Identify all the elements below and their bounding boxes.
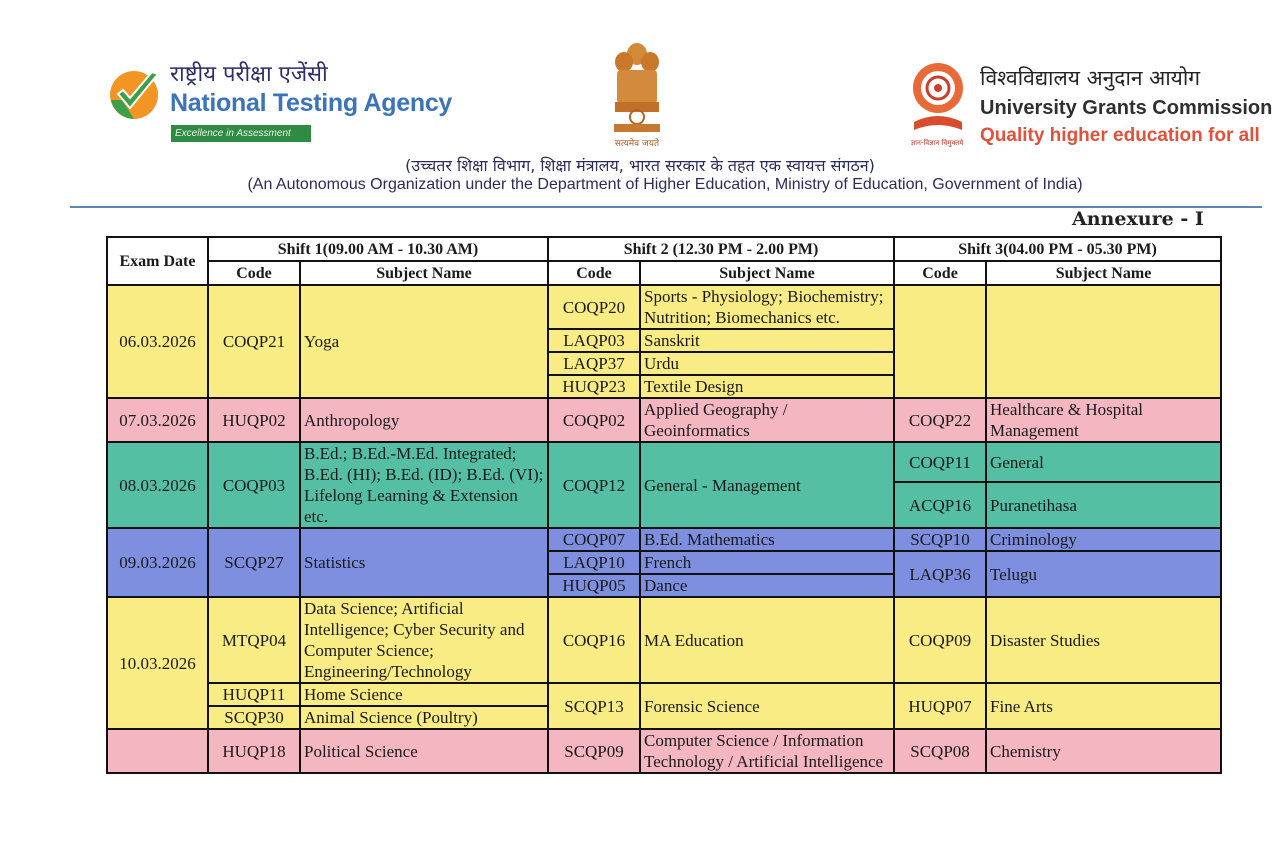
code-cell: LAQP10 (548, 551, 640, 574)
exam-date-cell: 07.03.2026 (107, 398, 208, 442)
subject-cell: Statistics (300, 528, 548, 597)
ugc-tagline: Quality higher education for all (980, 125, 1260, 146)
code-cell: COQP09 (894, 597, 986, 683)
nta-hindi-name: राष्ट्रीय परीक्षा एजेंसी (170, 62, 328, 87)
ugc-logo-icon (910, 60, 966, 140)
code-cell: HUQP05 (548, 574, 640, 597)
header-exam-date: Exam Date (107, 237, 208, 285)
annexure-label: Annexure - I (1072, 208, 1204, 230)
subject-cell: Yoga (300, 285, 548, 398)
subject-cell: Healthcare & Hospital Management (986, 398, 1221, 442)
subject-cell: Criminology (986, 528, 1221, 551)
subject-cell: General - Management (640, 442, 894, 528)
subject-cell: B.Ed. Mathematics (640, 528, 894, 551)
table-row (107, 683, 1221, 706)
subject-cell: Animal Science (Poultry) (300, 706, 548, 729)
code-cell: ACQP16 (894, 482, 986, 528)
header-code: Code (208, 261, 300, 285)
code-cell: LAQP36 (894, 551, 986, 597)
exam-date-cell: 09.03.2026 (107, 528, 208, 597)
nta-tagline: Excellence in Assessment (171, 125, 311, 142)
code-cell: COQP02 (548, 398, 640, 442)
table-row (107, 528, 1221, 551)
ugc-name: University Grants Commission (980, 97, 1273, 119)
subject-cell: Anthropology (300, 398, 548, 442)
subject-cell: Applied Geography / Geoinformatics (640, 398, 894, 442)
header-shift-1: Shift 1(09.00 AM - 10.30 AM) (208, 237, 548, 261)
table-row (107, 285, 1221, 329)
header-shift-3: Shift 3(04.00 PM - 05.30 PM) (894, 237, 1221, 261)
code-cell: COQP03 (208, 442, 300, 528)
national-emblem-icon (612, 40, 662, 136)
subject-cell: Sports - Physiology; Biochemistry; Nutrition; Biomechanics etc. (640, 285, 894, 329)
code-cell: HUQP02 (208, 398, 300, 442)
emblem-motto: सत्यमेव जयते (614, 139, 660, 149)
empty-subject-cell (986, 285, 1221, 398)
code-cell: COQP11 (894, 442, 986, 482)
subject-cell: Chemistry (986, 729, 1221, 773)
subject-cell: Textile Design (640, 375, 894, 398)
table-row (107, 398, 1221, 442)
exam-date-cell: 06.03.2026 (107, 285, 208, 398)
code-cell: SCQP08 (894, 729, 986, 773)
code-cell: LAQP37 (548, 352, 640, 375)
code-cell: COQP20 (548, 285, 640, 329)
header-subject-name: Subject Name (640, 261, 894, 285)
nta-logo-icon (108, 64, 162, 124)
nta-name: National Testing Agency (170, 89, 453, 117)
empty-code-cell (894, 285, 986, 398)
subject-cell: Telugu (986, 551, 1221, 597)
header-shift-2: Shift 2 (12.30 PM - 2.00 PM) (548, 237, 894, 261)
subject-cell: Forensic Science (640, 683, 894, 729)
code-cell: COQP16 (548, 597, 640, 683)
code-cell: MTQP04 (208, 597, 300, 683)
subject-cell: General (986, 442, 1221, 482)
subject-cell: Political Science (300, 729, 548, 773)
exam-schedule-table (106, 236, 1222, 774)
table-row (107, 442, 1221, 482)
ugc-hindi-name: विश्वविद्यालय अनुदान आयोग (980, 66, 1201, 90)
header-subject-name: Subject Name (300, 261, 548, 285)
code-cell: SCQP13 (548, 683, 640, 729)
subject-cell: Fine Arts (986, 683, 1221, 729)
subject-cell: Urdu (640, 352, 894, 375)
code-cell: COQP21 (208, 285, 300, 398)
code-cell: SCQP30 (208, 706, 300, 729)
subject-cell: French (640, 551, 894, 574)
code-cell: COQP22 (894, 398, 986, 442)
exam-date-cell (107, 729, 208, 773)
subtitle-hindi: (उच्चतर शिक्षा विभाग, शिक्षा मंत्रालय, भारत सरकार के तहत एक स्वायत्त संगठन) (405, 156, 875, 175)
subject-cell: Home Science (300, 683, 548, 706)
code-cell: HUQP18 (208, 729, 300, 773)
ugc-logo-caption: ज्ञान-विज्ञान विमुक्तये (910, 139, 964, 147)
subject-cell: Disaster Studies (986, 597, 1221, 683)
exam-date-cell: 08.03.2026 (107, 442, 208, 528)
header-code: Code (894, 261, 986, 285)
subject-cell: Dance (640, 574, 894, 597)
code-cell: SCQP10 (894, 528, 986, 551)
subject-cell: B.Ed.; B.Ed.-M.Ed. Integrated; B.Ed. (HI); B.Ed. (ID); B.Ed. (VI); Lifelong Learning & Extension etc. (300, 442, 548, 528)
exam-date-cell: 10.03.2026 (107, 597, 208, 729)
header-subject-name: Subject Name (986, 261, 1221, 285)
subject-cell: Sanskrit (640, 329, 894, 352)
subject-cell: Computer Science / Information Technology / Artificial Intelligence (640, 729, 894, 773)
code-cell: COQP12 (548, 442, 640, 528)
table-row (107, 597, 1221, 683)
subject-cell: Data Science; Artificial Intelligence; Cyber Security and Computer Science; Engineering/Technology (300, 597, 548, 683)
table-row (107, 729, 1221, 773)
subtitle-english: (An Autonomous Organization under the Department of Higher Education, Ministry of Education, Government of India) (247, 176, 1083, 193)
subject-cell: Puranetihasa (986, 482, 1221, 528)
code-cell: SCQP09 (548, 729, 640, 773)
subject-cell: MA Education (640, 597, 894, 683)
header-code: Code (548, 261, 640, 285)
code-cell: HUQP23 (548, 375, 640, 398)
code-cell: COQP07 (548, 528, 640, 551)
code-cell: HUQP11 (208, 683, 300, 706)
code-cell: HUQP07 (894, 683, 986, 729)
code-cell: SCQP27 (208, 528, 300, 597)
code-cell: LAQP03 (548, 329, 640, 352)
